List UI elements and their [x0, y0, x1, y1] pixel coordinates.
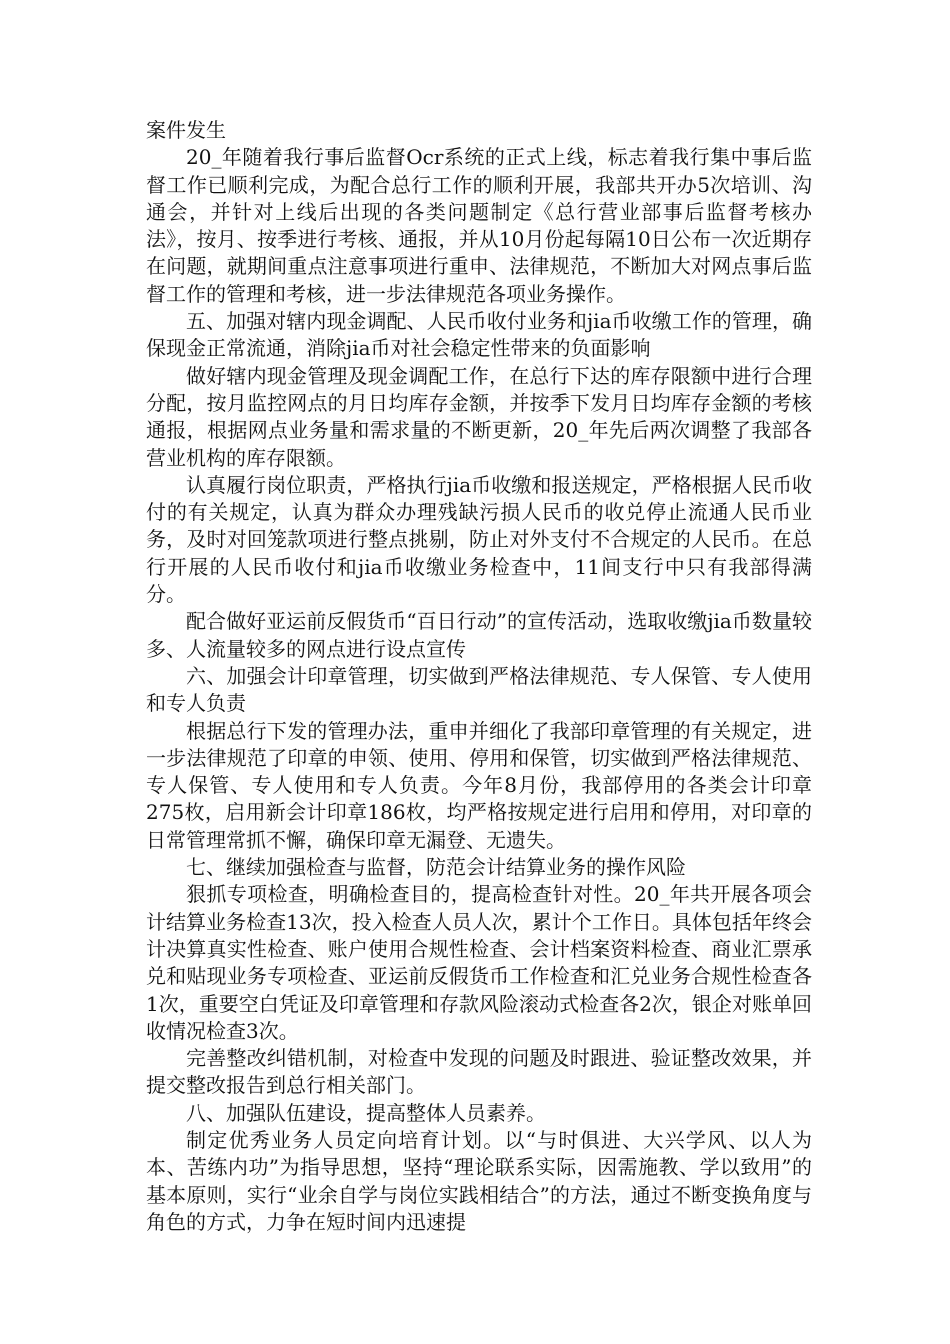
section-heading: 八、加强队伍建设，提高整体人员素养。	[186, 1100, 546, 1125]
paragraph: 狠抓专项检查，明确检查目的，提高检查针对性。20_年共开展各项会计结算业务检查13次，投入检查人员人次，累计个工作日。具体包括年终会计决算真实性检查、账户使用合规性检查、会计档案资料检查、商业汇票承兑和贴现业务专项检查、亚运前反假货币工作检查和汇兑业务合规性检查各1次，重要空白凭证及印章管理和存款风险滚动式检查各2次，银企对账单回收情况检查3次。	[146, 882, 812, 1043]
paragraph: 20_年随着我行事后监督Ocr系统的正式上线，标志着我行集中事后监督工作已顺利完成，为配合总行工作的顺利开展，我部共开办5次培训、沟通会，并针对上线后出现的各类问题制定《总行营业部事后监督考核办法》，按月、按季进行考核、通报，并从10月份起每隔10日公布一次近期存在问题，就期间重点注意事项进行重申、法律规范，不断加大对网点事后监督工作的管理和考核，进一步法律规范各项业务操作。	[146, 145, 812, 306]
section-heading: 五、加强对辖内现金调配、人民币收付业务和jia币收缴工作的管理，确保现金正常流通，消除jia币对社会稳定性带来的负面影响	[146, 309, 812, 361]
section-heading: 七、继续加强检查与监督，防范会计结算业务的操作风险	[186, 855, 686, 880]
paragraph: 配合做好亚运前反假货币“百日行动”的宣传活动，选取收缴jia币数量较多、人流量较多的网点进行设点宣传	[146, 609, 812, 661]
paragraph: 案件发生	[146, 118, 226, 142]
document-body	[146, 117, 812, 1236]
paragraph: 制定优秀业务人员定向培育计划。以“与时俱进、大兴学风、以人为本、苦练内功”为指导思想，坚持“理论联系实际，因需施教、学以致用”的基本原则，实行“业余自学与岗位实践相结合”的方法，通过不断变换角度与角色的方式，力争在短时间内迅速提	[146, 1127, 812, 1234]
paragraph: 完善整改纠错机制，对检查中发现的问题及时跟进、验证整改效果，并提交整改报告到总行相关部门。	[146, 1046, 812, 1098]
paragraph: 做好辖内现金管理及现金调配工作，在总行下达的库存限额中进行合理分配，按月监控网点的月日均库存金额，并按季下发月日均库存金额的考核通报，根据网点业务量和需求量的不断更新，20_年先后两次调整了我部各营业机构的库存限额。	[146, 363, 812, 470]
section-heading: 六、加强会计印章管理，切实做到严格法律规范、专人保管、专人使用和专人负责	[146, 663, 812, 716]
paragraph: 根据总行下发的管理办法，重申并细化了我部印章管理的有关规定，进一步法律规范了印章的申领、使用、停用和保管，切实做到严格法律规范、专人保管、专人使用和专人负责。今年8月份，我部停用的各类会计印章275枚，启用新会计印章186枚，均严格按规定进行启用和停用，对印章的日常管理常抓不懈，确保印章无漏登、无遗失。	[146, 718, 812, 852]
paragraph: 认真履行岗位职责，严格执行jia币收缴和报送规定，严格根据人民币收付的有关规定，认真为群众办理残缺污损人民币的收兑停止流通人民币业务，及时对回笼款项进行整点挑剔，防止对外支付不合规定的人民币。在总行开展的人民币收付和jia币收缴业务检查中，11间支行中只有我部得满分。	[146, 472, 812, 607]
